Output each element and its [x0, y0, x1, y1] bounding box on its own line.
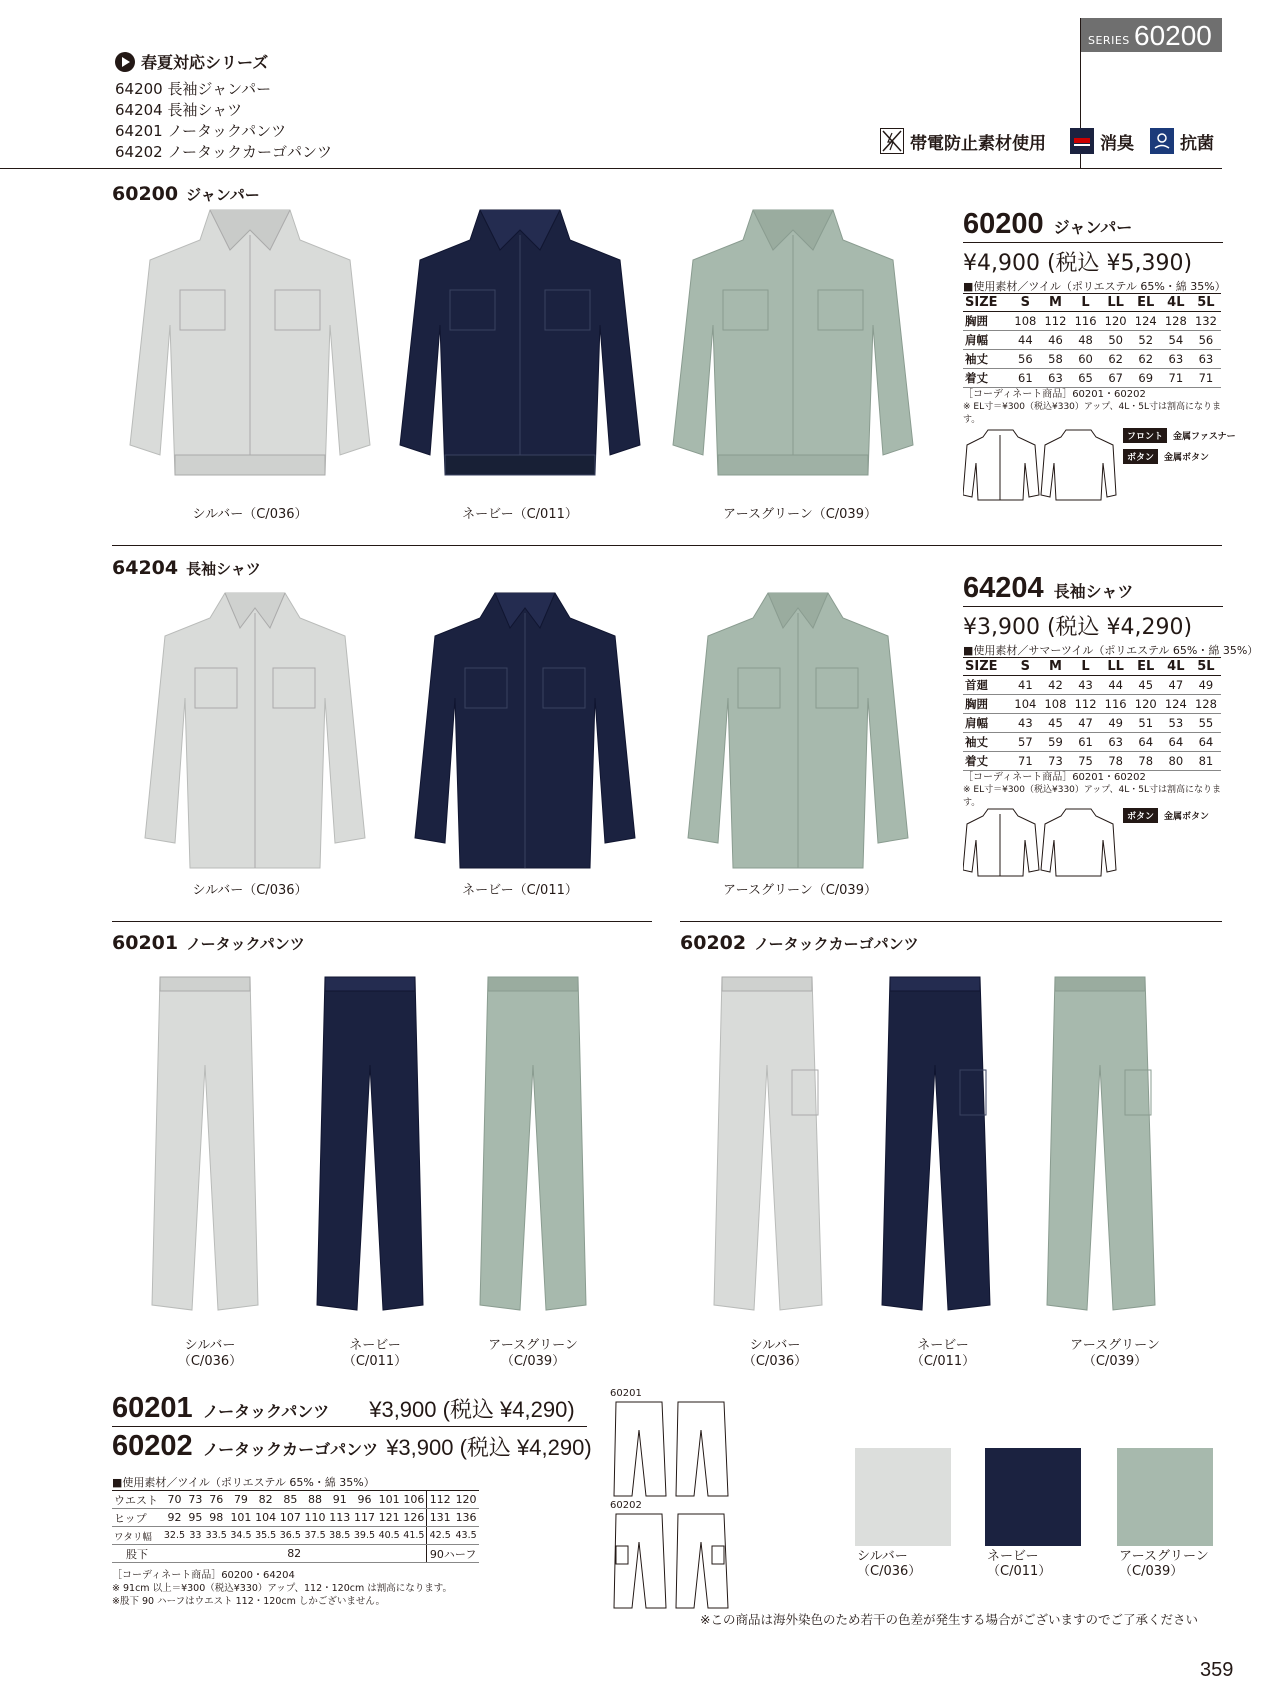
- table-row: ヒップ 92 95 98 101 104 107 110 113 117 121 126 131 136: [112, 1509, 479, 1527]
- shirt-flat-diagram: [963, 806, 1118, 878]
- shirt-caption-green: アースグリーン（C/039）: [723, 883, 877, 898]
- table-row: 着丈 61 63 65 67 69 71 71: [963, 369, 1221, 388]
- table-row: 袖丈 57 59 61 63 64 64 64: [963, 733, 1221, 752]
- footer-disclaimer: ※この商品は海外染色のため若干の色差が発生する場合がございますのでご了承ください: [700, 1612, 1198, 1627]
- product-name: ジャンパー: [1053, 220, 1133, 237]
- jumper-flat-diagram: [963, 425, 1118, 505]
- jumper-material: ■使用素材／ツイル（ポリエステル 65%・綿 35%）: [963, 280, 1226, 293]
- shirt-price: ¥3,900 (税込 ¥4,290): [963, 615, 1193, 640]
- feature-antistatic: [880, 128, 1046, 154]
- page-number: 359: [1200, 1659, 1234, 1681]
- table-row: 胸囲 108 112 116 120 124 128 132: [963, 312, 1221, 331]
- feature-antibacterial: [1150, 128, 1214, 154]
- feature-label: 抗菌: [1180, 133, 1214, 154]
- size-header-row: SIZE S M L LL EL 4L 5L: [963, 294, 1221, 312]
- swatch-caption-navy: ネービー （C/011）: [987, 1549, 1052, 1579]
- table-row: 肩幅 44 46 48 50 52 54 56: [963, 331, 1221, 350]
- toc-item: 64200 長袖ジャンパー: [115, 80, 272, 98]
- table-row: 胸囲 104 108 112 116 120 124 128: [963, 695, 1221, 714]
- shirt-tags: [1123, 808, 1209, 823]
- pants-caption-green: アースグリーン （C/039）: [488, 1338, 578, 1369]
- feature-deodorant: [1070, 128, 1134, 154]
- jumper-note: ※ EL寸＝¥300（税込¥330）アップ、4L・5L寸は割高になります。: [963, 402, 1222, 425]
- pants-material: ■使用素材／ツイル（ポリエステル 65%・綿 35%）: [112, 1476, 375, 1489]
- shirt-size-table: [963, 657, 1221, 771]
- product-name: 長袖シャツ: [1053, 584, 1134, 601]
- tag-item: ボタン 金属ボタン: [1123, 808, 1209, 823]
- diagram-label: 60202: [610, 1500, 642, 1511]
- section-title-cargo-pants: 60202 ノータックカーゴパンツ: [680, 932, 919, 954]
- jumper-product-name: [963, 208, 1132, 241]
- play-icon: [115, 52, 135, 72]
- shirt-navy-image: [410, 588, 640, 878]
- jumper-caption-silver: シルバー（C/036）: [192, 507, 308, 522]
- jumper-caption-navy: ネービー（C/011）: [462, 507, 578, 522]
- deodorant-icon: [1070, 128, 1094, 154]
- feature-label: 帯電防止素材使用: [910, 133, 1046, 154]
- pants-note: ※ 91cm 以上＝¥300（税込¥330）アップ、112・120cm は割高になります。: [112, 1583, 452, 1594]
- product-code: 64204: [963, 572, 1044, 604]
- swatch-navy: [985, 1448, 1081, 1546]
- jumper-size-table: [963, 293, 1221, 388]
- product-code: 60200: [963, 208, 1044, 240]
- jumper-coordinate: ［コーディネート商品］60201・60202: [963, 389, 1146, 400]
- jumper-navy-image: [395, 205, 645, 495]
- pants-size-table: [112, 1490, 479, 1563]
- cargo-caption-green: アースグリーン （C/039）: [1070, 1338, 1160, 1369]
- tag-item: フロント 金属ファスナー: [1123, 428, 1236, 443]
- shirt-caption-silver: シルバー（C/036）: [192, 883, 308, 898]
- jumper-green-image: [668, 205, 918, 495]
- swatch-caption-silver: シルバー （C/036）: [857, 1549, 922, 1579]
- divider: [963, 606, 1223, 607]
- divider: [963, 242, 1223, 243]
- toc-item: 64201 ノータックパンツ: [115, 122, 287, 140]
- table-row: ワタリ幅 32.5 33 33.5 34.5 35.5 36.5 37.5 38.5 39.5 40.5 41.5 42.5 43.5: [112, 1527, 479, 1545]
- series-number: 60200: [1134, 20, 1212, 51]
- cargo-green-image: [1045, 975, 1160, 1330]
- series-tab: [1080, 18, 1222, 52]
- shirt-material: ■使用素材／サマーツイル（ポリエステル 65%・綿 35%）: [963, 644, 1259, 657]
- table-row: 股下 82 90ハーフ: [112, 1545, 479, 1563]
- swatch-caption-green: アースグリーン （C/039）: [1119, 1549, 1209, 1579]
- cargo-silver-image: [712, 975, 827, 1330]
- section-code: 64204: [112, 557, 179, 579]
- cargo-caption-navy: ネービー （C/011）: [910, 1338, 976, 1369]
- diagram-label: 60201: [610, 1388, 642, 1399]
- pants-navy-image: [315, 975, 425, 1330]
- pants-caption-silver: シルバー （C/036）: [177, 1338, 243, 1369]
- jumper-price: ¥4,900 (税込 ¥5,390): [963, 251, 1193, 276]
- pants-green-image: [478, 975, 588, 1330]
- section-divider: [112, 921, 652, 922]
- section-name: 長袖シャツ: [186, 560, 261, 578]
- feature-label: 消臭: [1100, 133, 1134, 154]
- cargo-caption-silver: シルバー （C/036）: [742, 1338, 808, 1369]
- shirt-note: ※ EL寸＝¥300（税込¥330）アップ、4L・5L寸は割高になります。: [963, 785, 1222, 808]
- shirt-caption-navy: ネービー（C/011）: [462, 883, 578, 898]
- jumper-caption-green: アースグリーン（C/039）: [723, 507, 877, 522]
- size-header-row: SIZE S M L LL EL 4L 5L: [963, 658, 1221, 676]
- header-rule: [0, 168, 1222, 169]
- cargo-navy-image: [880, 975, 995, 1330]
- pants-note: ※股下 90 ハーフはウエスト 112・120cm しかございません。: [112, 1596, 385, 1607]
- pants-silver-image: [150, 975, 260, 1330]
- toc-item: 64202 ノータックカーゴパンツ: [115, 143, 333, 161]
- section-name: ジャンパー: [186, 186, 260, 204]
- shirt-product-name: [963, 572, 1133, 605]
- table-row: ウエスト 70 73 76 79 82 85 88 91 96 101 106 112 120: [112, 1491, 479, 1509]
- section-title-pants: 60201 ノータックパンツ: [112, 932, 305, 954]
- jumper-tags: [1123, 428, 1236, 464]
- cargo-flat-diagram: [612, 1512, 730, 1612]
- series-label: SERIES: [1088, 34, 1130, 47]
- pants-product-name: 60201 ノータックパンツ ¥3,900 (税込 ¥4,290): [112, 1392, 575, 1424]
- pants-caption-navy: ネービー （C/011）: [342, 1338, 408, 1369]
- shirt-green-image: [683, 588, 913, 878]
- section-title-shirt: [112, 557, 261, 579]
- section-title-jumper: [112, 183, 260, 205]
- table-row: 肩幅 43 45 47 49 51 53 55: [963, 714, 1221, 733]
- jumper-silver-image: [125, 205, 375, 495]
- divider: [112, 1426, 587, 1427]
- antistatic-icon: [880, 128, 904, 154]
- pants-flat-diagram: [612, 1400, 730, 1500]
- section-divider: [680, 921, 1222, 922]
- toc-item: 64204 長袖シャツ: [115, 101, 243, 119]
- tag-item: ボタン 金属ボタン: [1123, 449, 1236, 464]
- table-row: 袖丈 56 58 60 62 62 63 63: [963, 350, 1221, 369]
- toc-title-text: 春夏対応シリーズ: [141, 53, 269, 72]
- shirt-coordinate: ［コーディネート商品］60201・60202: [963, 772, 1146, 783]
- swatch-silver: [855, 1448, 951, 1546]
- shirt-silver-image: [140, 588, 370, 878]
- cargo-product-name: 60202 ノータックカーゴパンツ ¥3,900 (税込 ¥4,290): [112, 1430, 592, 1462]
- antibacterial-icon: [1150, 128, 1174, 154]
- swatch-green: [1117, 1448, 1213, 1546]
- section-divider: [112, 545, 1222, 546]
- table-row: 首廻 41 42 43 44 45 47 49: [963, 676, 1221, 695]
- section-code: 60200: [112, 183, 179, 205]
- pants-coordinate: ［コーディネート商品］60200・64204: [112, 1570, 295, 1581]
- toc-title: [115, 50, 268, 73]
- table-row: 着丈 71 73 75 78 78 80 81: [963, 752, 1221, 771]
